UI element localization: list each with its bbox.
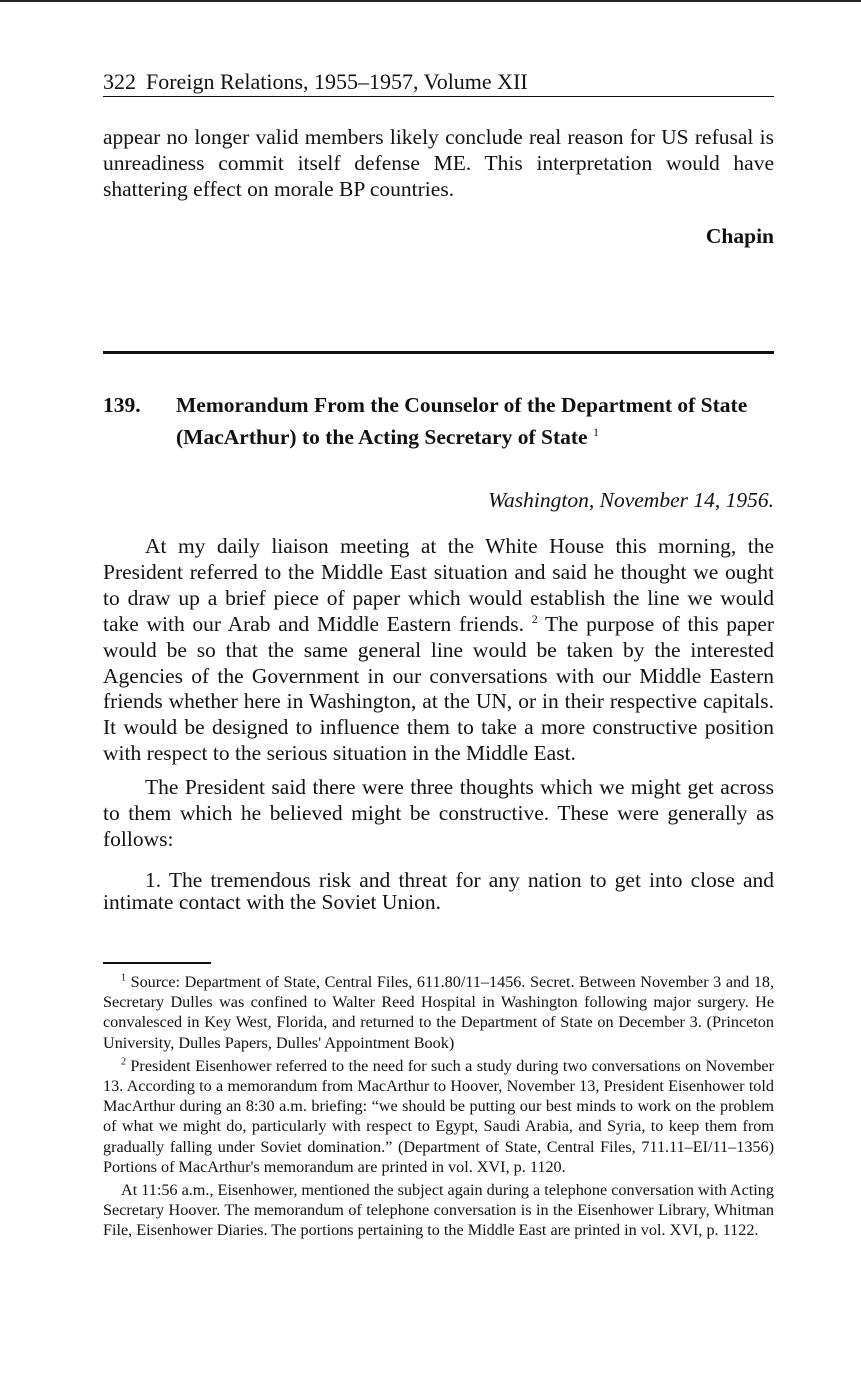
footnote-2-mark: 2 <box>121 1056 126 1068</box>
footnote-separator <box>103 962 211 964</box>
continuation-paragraph: appear no longer valid members likely conclude real reason for US refusal is unreadiness commit itself defense ME. This interpretation would have shattering effect on morale BP countries. <box>103 125 774 201</box>
document-title-text: Memorandum From the Counselor of the Department of State (MacArthur) to the Acting Secretary of State <box>176 393 748 450</box>
document-heading <box>103 392 774 451</box>
running-title: Foreign Relations, 1955–1957, Volume XII <box>146 69 528 94</box>
footnote-ref-1[interactable]: 1 <box>592 425 599 439</box>
footnote-1-mark: 1 <box>121 972 126 984</box>
numbered-point-1: 1. The tremendous risk and threat for any nation to get into close and intimate contact with the Soviet Union. <box>103 867 774 914</box>
footnote-2 <box>103 1056 774 1177</box>
document-number: 139. <box>103 393 141 417</box>
signature: Chapin <box>705 224 774 248</box>
paragraph-2: The President said there were three thoughts which we might get across to them which he believed might be constructive. These were generally as follows: <box>103 775 774 851</box>
running-header <box>103 68 774 97</box>
document-title <box>176 392 774 451</box>
memorandum-body <box>103 534 774 921</box>
footnote-2-continued: At 11:56 a.m., Eisenhower, mentioned the subject again during a telephone conversation with Acting Secretary Hoover. The memorandum of telephone conversation is in the Eisenhower Library, Whitman File, Eisenhower Diaries. The portions pertaining to the Middle East are printed in vol. XVI, p. 1122. <box>103 1181 774 1240</box>
footnote-1-text: Source: Department of State, Central Files, 611.80/11–1456. Secret. Between November 3 and 18, Secretary Dulles was confined to Walter Reed Hospital in Washington following major surgery. He convalesced in Key West, Florida, and returned to the Department of State on December 3. (Princeton University, Dulles Papers, Dulles' Appointment Book) <box>103 973 775 1052</box>
footnote-1 <box>103 972 774 1053</box>
paragraph-1-part-b: The purpose of this paper would be so that the same general line would be taken by the interested Agencies of the Government in our conversations with our Middle Eastern friends whether here in Washington, at the UN, or in their respective capitals. It would be designed to influence them to take a more constructive position with respect to the serious situation in the Middle East. <box>103 611 775 766</box>
document-page <box>103 68 775 1240</box>
paragraph-1-part-a: At my daily liaison meeting at the White House this morning, the President referred to the Middle East situation and said he thought we ought to draw up a brief piece of paper which would establish the line we would take with our Arab and Middle Eastern friends. <box>103 534 774 636</box>
page-top-border <box>0 0 861 2</box>
paragraph-1 <box>103 534 774 767</box>
dateline: Washington, November 14, 1956. <box>488 488 774 512</box>
footnote-ref-2[interactable]: 2 <box>531 611 538 626</box>
page-number: 322 <box>103 69 136 94</box>
footnote-2-text: President Eisenhower referred to the need for such a study during two conversations on November 13. According to a memorandum from MacArthur to Hoover, November 13, President Eisenhower told MacArthur during an 8:30 a.m. briefing: “we should be putting our best minds to work on the problem of what we might do, particularly with respect to Egypt, Saudi Arabia, and Syria, to keep them from gradually falling under Soviet domination.” (Department of State, Central Files, 711.11–EI/11–1356) Portions of MacArthur's memorandum are printed in vol. XVI, p. 1120. <box>103 1056 774 1176</box>
section-divider <box>103 351 774 354</box>
footnotes <box>103 972 774 1244</box>
